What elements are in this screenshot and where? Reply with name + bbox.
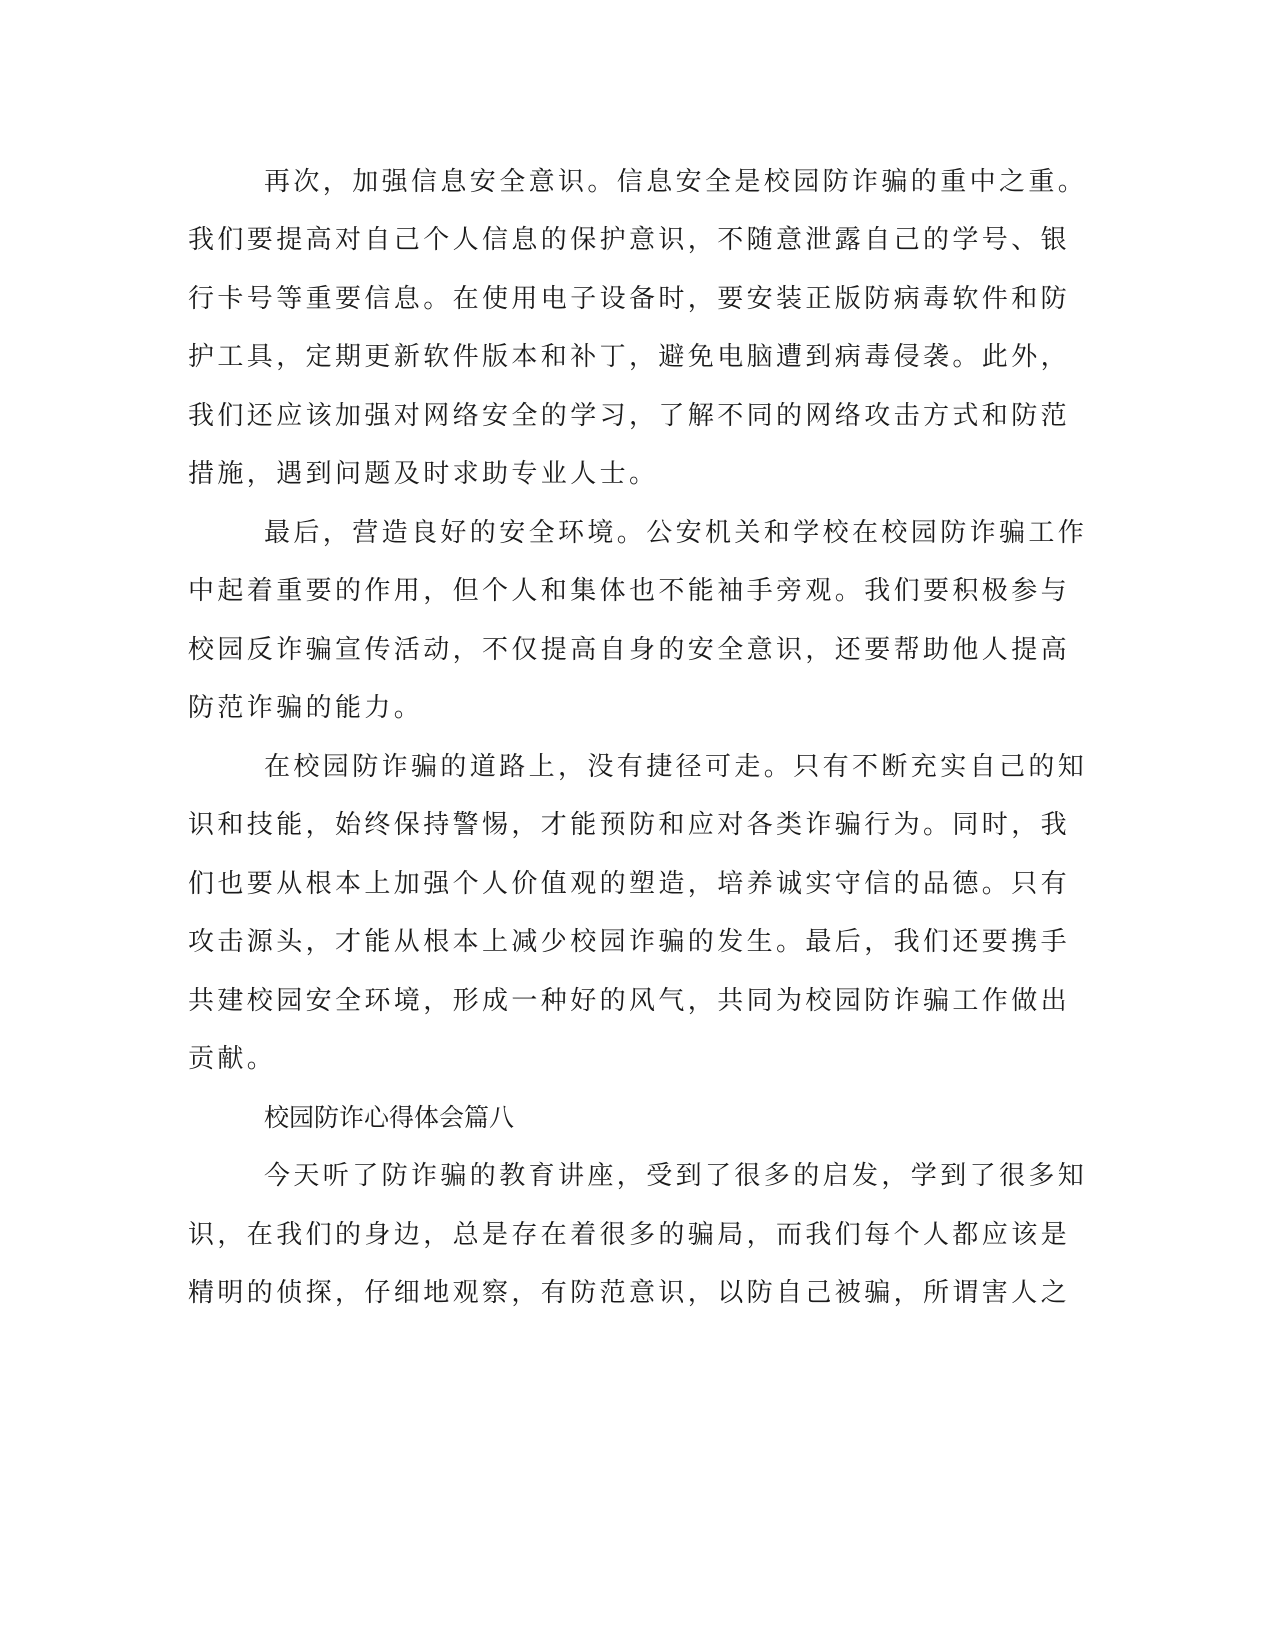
- paragraph-1-line-3: 行卡号等重要信息。在使用电子设备时，要安装正版防病毒软件和防: [188, 284, 1071, 314]
- paragraph-1-line-6: 措施，遇到问题及时求助专业人士。: [188, 459, 659, 489]
- section-heading: 校园防诈心得体会篇八: [264, 1103, 515, 1132]
- paragraph-2-line-3: 校园反诈骗宣传活动，不仅提高自身的安全意识，还要帮助他人提高: [188, 635, 1071, 665]
- paragraph-2-line-2: 中起着重要的作用，但个人和集体也不能袖手旁观。我们要积极参与: [188, 576, 1071, 606]
- paragraph-3-line-4: 攻击源头，才能从根本上减少校园诈骗的发生。最后，我们还要携手: [188, 927, 1071, 957]
- paragraph-1-line-2: 我们要提高对自己个人信息的保护意识，不随意泄露自己的学号、银: [188, 225, 1071, 255]
- paragraph-2-line-4: 防范诈骗的能力。: [188, 693, 424, 723]
- paragraph-1-line-1: 再次，加强信息安全意识。信息安全是校园防诈骗的重中之重。: [264, 167, 1088, 197]
- paragraph-1-line-4: 护工具，定期更新软件版本和补丁，避免电脑遭到病毒侵袭。此外，: [188, 342, 1071, 372]
- paragraph-1-line-5: 我们还应该加强对网络安全的学习，了解不同的网络攻击方式和防范: [188, 401, 1071, 431]
- paragraph-5-line-3: 精明的侦探，仔细地观察，有防范意识，以防自己被骗，所谓害人之: [188, 1278, 1071, 1308]
- paragraph-3-line-2: 识和技能，始终保持警惕，才能预防和应对各类诈骗行为。同时，我: [188, 810, 1071, 840]
- paragraph-2-line-1: 最后，营造良好的安全环境。公安机关和学校在校园防诈骗工作: [264, 518, 1088, 548]
- paragraph-3-line-6: 贡献。: [188, 1044, 277, 1074]
- paragraph-3-line-3: 们也要从根本上加强个人价值观的塑造，培养诚实守信的品德。只有: [188, 869, 1071, 899]
- paragraph-5-line-2: 识，在我们的身边，总是存在着很多的骗局，而我们每个人都应该是: [188, 1220, 1071, 1250]
- paragraph-5-line-1: 今天听了防诈骗的教育讲座，受到了很多的启发，学到了很多知: [264, 1161, 1088, 1191]
- paragraph-3-line-1: 在校园防诈骗的道路上，没有捷径可走。只有不断充实自己的知: [264, 752, 1088, 782]
- paragraph-3-line-5: 共建校园安全环境，形成一种好的风气，共同为校园防诈骗工作做出: [188, 986, 1071, 1016]
